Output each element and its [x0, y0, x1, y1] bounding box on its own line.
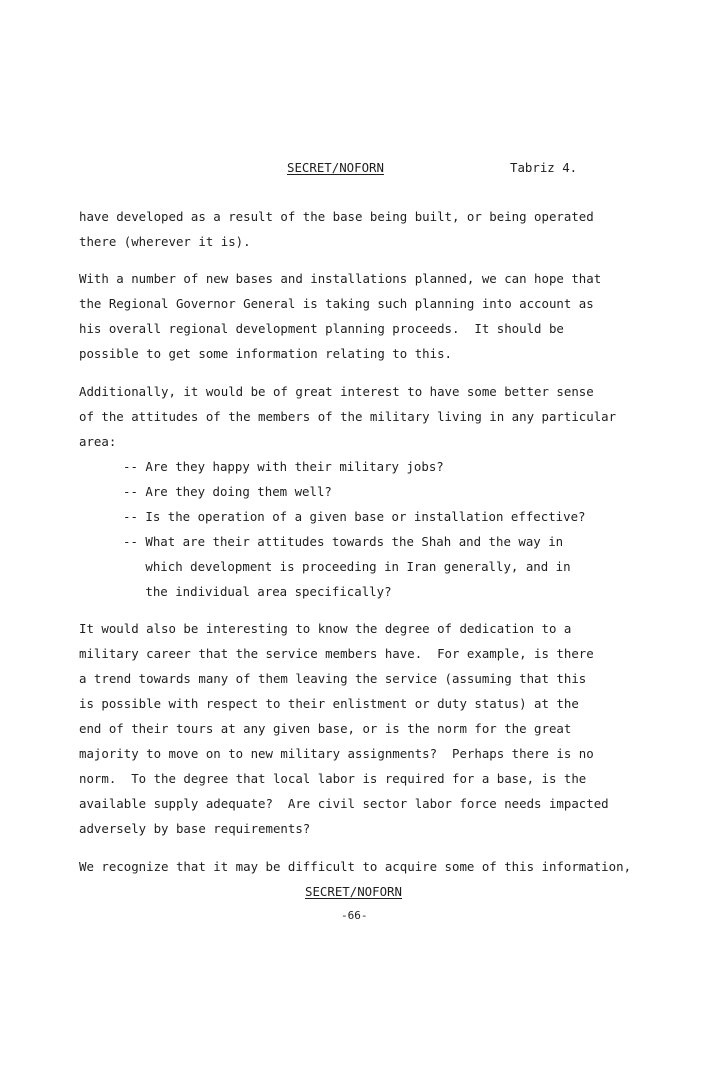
bullet-line: the individual area specifically? — [123, 584, 392, 599]
bullet-line: -- Are they happy with their military jobs? — [123, 459, 444, 474]
body-line: of the attitudes of the members of the military living in any particular — [79, 409, 617, 424]
body-line: a trend towards many of them leaving the service (assuming that this — [79, 671, 587, 686]
bullet-line: which development is proceeding in Iran generally, and in — [123, 559, 571, 574]
body-line: is possible with respect to their enlistment or duty status) at the — [79, 696, 579, 711]
body-line: his overall regional development planning proceeds. It should be — [79, 321, 564, 336]
body-line: It would also be interesting to know the degree of dedication to a — [79, 621, 572, 636]
body-line: We recognize that it may be difficult to acquire some of this information, — [79, 859, 632, 874]
body-line: Additionally, it would be of great interest to have some better sense — [79, 384, 594, 399]
body-line: adversely by base requirements? — [79, 821, 311, 836]
body-line: the Regional Governor General is taking such planning into account as — [79, 296, 594, 311]
body-line: there (wherever it is). — [79, 234, 251, 249]
body-line: area: — [79, 434, 117, 449]
bullet-line: -- What are their attitudes towards the Shah and the way in — [123, 534, 564, 549]
body-line: possible to get some information relating to this. — [79, 346, 452, 361]
body-line: end of their tours at any given base, or is the norm for the great — [79, 721, 572, 736]
body-line: majority to move on to new military assignments? Perhaps there is no — [79, 746, 594, 761]
body-line: With a number of new bases and installations planned, we can hope that — [79, 271, 602, 286]
body-line: have developed as a result of the base being built, or being operated — [79, 209, 594, 224]
header-classification: SECRET/NOFORN — [287, 160, 384, 175]
footer-classification: SECRET/NOFORN — [305, 884, 402, 899]
page-number: -66- — [341, 909, 368, 922]
bullet-line: -- Is the operation of a given base or installation effective? — [123, 509, 586, 524]
header-page-reference: Tabriz 4. — [510, 160, 578, 175]
body-line: military career that the service members have. For example, is there — [79, 646, 594, 661]
body-line: norm. To the degree that local labor is required for a base, is the — [79, 771, 587, 786]
body-line: available supply adequate? Are civil sector labor force needs impacted — [79, 796, 609, 811]
bullet-line: -- Are they doing them well? — [123, 484, 332, 499]
